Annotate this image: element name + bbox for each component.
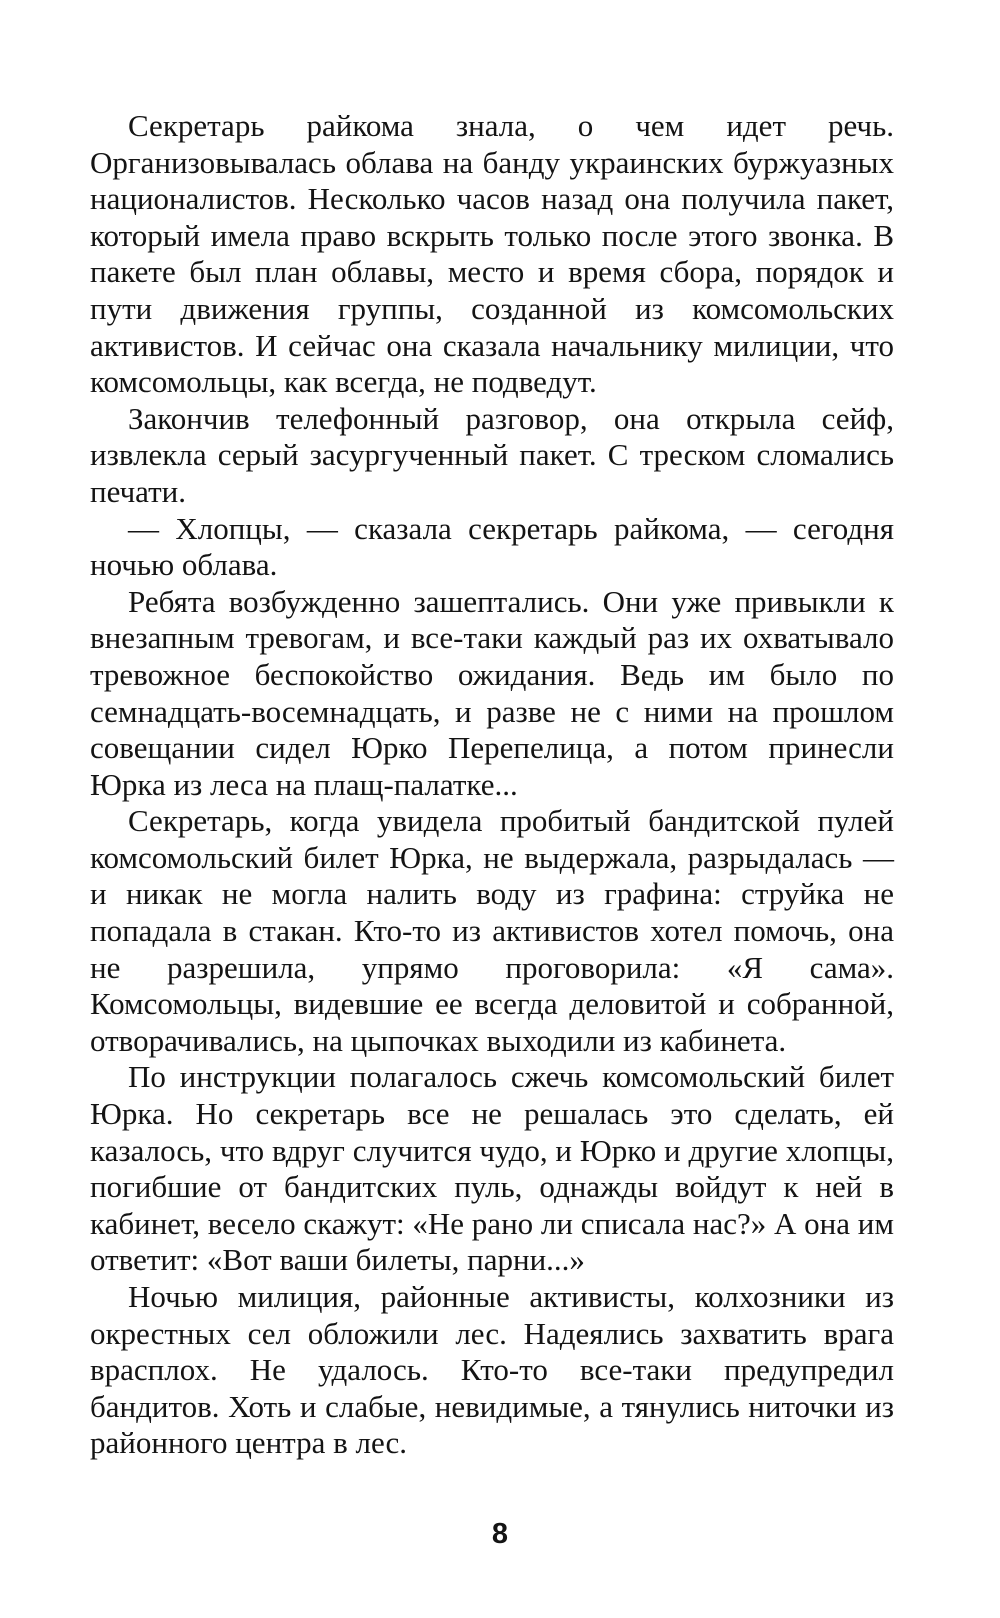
paragraph-2: Закончив телефонный разговор, она открыла сейф, извлекла серый засургученный пакет. С треском сломались печати.: [90, 400, 894, 509]
paragraph-7: Ночью милиция, районные активисты, колхозники из окрестных сел обложили лес. Надеялись захватить врага врасплох. Не удалось. Кто-то все-таки предупредил бандитов. Хоть и слабые, невидимые, а тянулись ниточки из районного центра в лес.: [90, 1279, 894, 1461]
paragraph-3: — Хлопцы, — сказала секретарь райкома, — сегодня ночью облава.: [90, 510, 894, 583]
body-text: [90, 108, 894, 1462]
paragraph-1: Секретарь райкома знала, о чем идет речь. Организовывалась облава на банду украинских буржуазных националистов. Несколько часов назад она получила пакет, который имела право вскрыть только после этого звонка. В пакете был план облавы, место и время сбора, порядок и пути движения группы, созданной из комсомольских активистов. И сейчас она сказала начальнику милиции, что комсомольцы, как всегда, не подведут.: [90, 108, 894, 400]
paragraph-6: По инструкции полагалось сжечь комсомольский билет Юрка. Но секретарь все не решалась это сделать, ей казалось, что вдруг случится чудо, и Юрко и другие хлопцы, погибшие от бандитских пуль, однажды войдут к ней в кабинет, весело скажут: «Не рано ли списала нас?» А она им ответит: «Вот ваши билеты, парни...»: [90, 1059, 894, 1278]
page-number: 8: [491, 1518, 509, 1550]
paragraph-5: Секретарь, когда увидела пробитый бандитской пулей комсомольский билет Юрка, не выдержала, разрыдалась — и никак не могла налить воду из графина: струйка не попадала в стакан. Кто-то из активистов хотел помочь, она не разрешила, упрямо проговорила: «Я сама». Комсомольцы, видевшие ее всегда деловитой и собранной, отворачивались, на цыпочках выходили из кабинета.: [90, 803, 894, 1058]
paragraph-4: Ребята возбужденно зашептались. Они уже привыкли к внезапным тревогам, и все-таки каждый раз их охватывало тревожное беспокойство ожидания. Ведь им было по семнадцать-восемнадцать, и разве не с ними на прошлом совещании сидел Юрко Перепелица, а потом принесли Юрка из леса на плащ-палатке...: [90, 583, 894, 802]
